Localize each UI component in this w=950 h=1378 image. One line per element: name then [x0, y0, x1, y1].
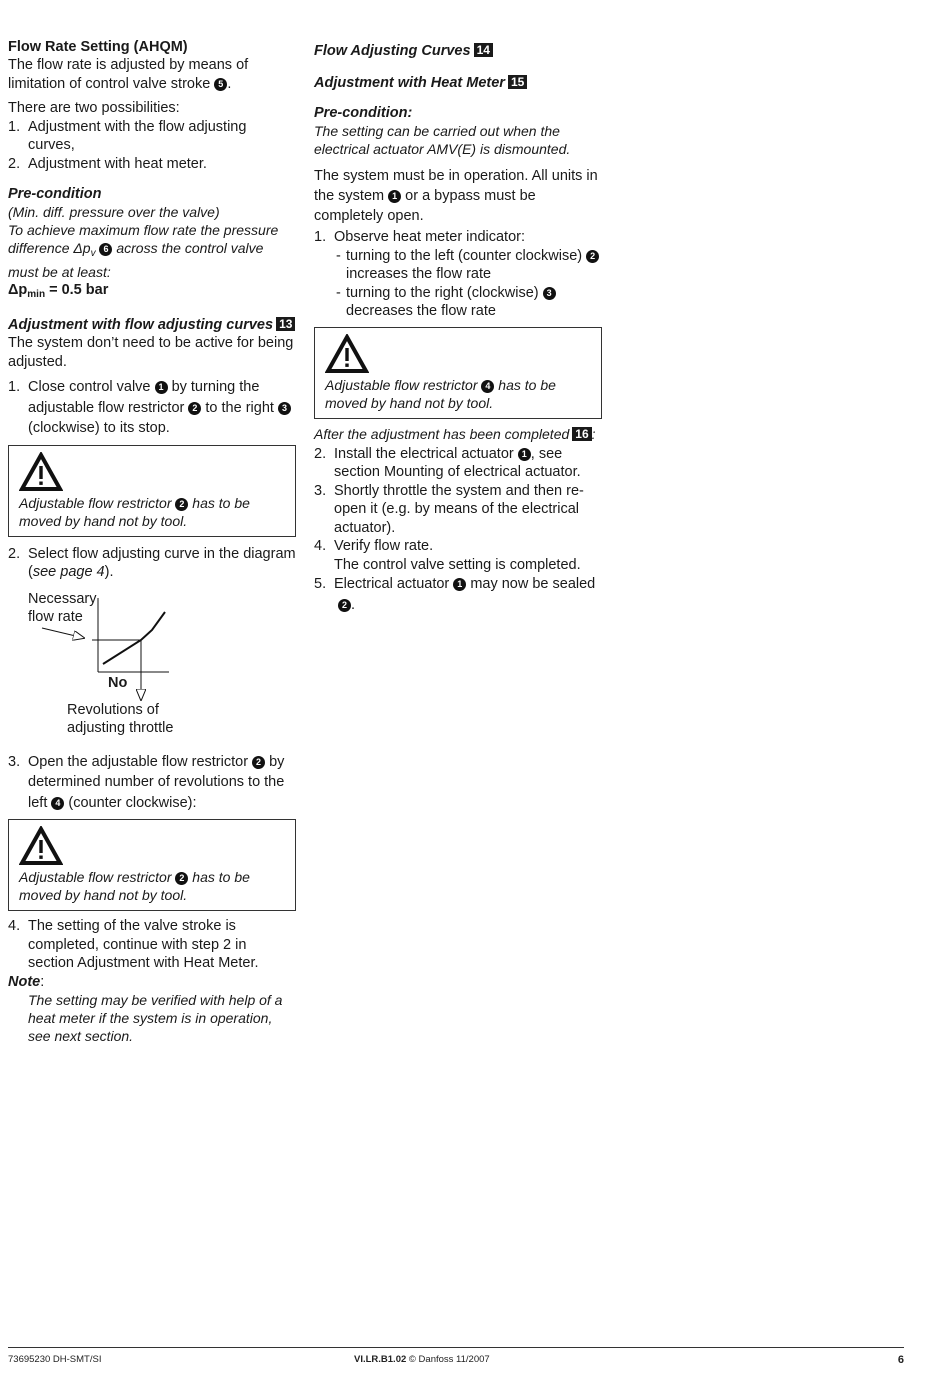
- list-item: 3. Open the adjustable flow restrictor 2 by determined number of revolutions to the left 4 (counter clockwise):: [8, 753, 285, 811]
- list-item: 1. Close control valve 1 by turning the adjustable flow restrictor 2 to the right 3 (clockwise) to its stop.: [8, 377, 296, 439]
- section-heading: Flow Rate Setting (AHQM): [8, 39, 188, 55]
- precondition-title: Pre-condition:: [314, 105, 413, 121]
- possibilities-label: There are two possibilities:: [8, 100, 180, 116]
- diagram-label-necessary: Necessary: [28, 590, 97, 607]
- after-adjustment-text: After the adjustment has been completed 16 :: [314, 425, 596, 442]
- dp-min-value: $\Delta p_{min} = 0.5$ bar: [8, 282, 109, 300]
- warning-icon: [19, 826, 63, 866]
- flow-curves-title: Flow Adjusting Curves 14: [314, 42, 602, 60]
- precondition-text: To achieve maximum flow rate the pressure difference $\Delta p_v$ 6 across the control valve must be at least:: [8, 222, 279, 280]
- steps-list: [314, 228, 602, 321]
- system-text: The system must be in operation. All units in the system 1 or a bypass must be completely open.: [314, 168, 598, 224]
- list-item: 2. Select flow adjusting curve in the diagram (see page 4).: [8, 545, 296, 580]
- list-item: 1. Observe heat meter indicator: - turning to the left (counter clockwise) 2 increases the flow rate - turning to the right (clockwise) 3 decreases the flow rate: [314, 228, 602, 321]
- diagram-label-flow-rate: flow rate: [28, 608, 83, 625]
- dash-item: - turning to the right (clockwise) 3 decreases the flow rate: [334, 284, 602, 321]
- list-item: 3. Shortly throttle the system and then re-open it (e.g. by means of the electrical actuator).: [314, 482, 584, 536]
- warning-icon: [19, 452, 63, 492]
- precondition-text: The setting can be carried out when the electrical actuator AMV(E) is dismounted.: [314, 123, 571, 157]
- figure-badge: 13: [276, 317, 295, 331]
- warning-box: Adjustable flow restrictor 2 has to be moved by hand not by tool.: [8, 445, 296, 537]
- list-item: 4. Verify flow rate. The control valve setting is completed.: [314, 538, 581, 573]
- list-item: 5. Electrical actuator 1 may now be sealed 2 .: [314, 576, 596, 613]
- list-item: 1. Adjustment with the flow adjusting curves,: [8, 118, 247, 153]
- diagram-label-throttle: adjusting throttle: [67, 719, 174, 736]
- figure-badge: 16: [572, 427, 591, 441]
- steps-list: [8, 917, 296, 973]
- steps-list: [314, 445, 602, 616]
- left-column: [8, 38, 296, 1045]
- steps-list: [8, 377, 296, 439]
- precondition-title: Pre-condition: [8, 186, 102, 202]
- steps-list: [8, 545, 296, 582]
- note-label: Note:: [8, 973, 45, 990]
- doc-reference: VI.LR.B1.02 © Danfoss 11/2007: [354, 1354, 490, 1365]
- steps-list: [8, 752, 296, 814]
- diagram-label-revolutions: Revolutions of: [67, 701, 159, 718]
- warning-box: Adjustable flow restrictor 4 has to be moved by hand not by tool.: [314, 327, 602, 419]
- warning-box: Adjustable flow restrictor 2 has to be moved by hand not by tool.: [8, 819, 296, 911]
- curves-title: Adjustment with flow adjusting curves 13: [8, 316, 296, 334]
- doc-code: 73695230 DH-SMT/SI: [8, 1354, 102, 1365]
- callout-number: 5: [214, 78, 227, 91]
- note-text: The setting may be verified with help of a heat meter if the system is in operation, see next section.: [28, 992, 283, 1044]
- figure-badge: 14: [474, 43, 493, 57]
- list-item: 2. Adjustment with heat meter.: [8, 155, 207, 172]
- possibilities-list: [8, 118, 296, 174]
- page-footer: [8, 1347, 904, 1368]
- diagram-label-no: No: [108, 674, 128, 691]
- warning-icon: [325, 334, 369, 374]
- page-number: 6: [897, 1354, 904, 1366]
- dash-item: - turning to the left (counter clockwise) 2 increases the flow rate: [334, 247, 602, 284]
- curves-intro: The system don’t need to be active for being adjusted.: [8, 335, 294, 370]
- precondition-sub: (Min. diff. pressure over the valve): [8, 204, 220, 220]
- list-item: 4. The setting of the valve stroke is completed, continue with step 2 in section Adjustment with Heat Meter.: [8, 918, 259, 971]
- list-item: 2. Install the electrical actuator 1 , see section Mounting of electrical actuator.: [314, 445, 581, 480]
- flow-curve-diagram: [8, 588, 258, 738]
- heat-meter-title: Adjustment with Heat Meter 15: [314, 74, 602, 92]
- right-column: [314, 42, 602, 615]
- figure-badge: 15: [508, 75, 527, 89]
- intro-text: The flow rate is adjusted by means of limitation of control valve stroke 5 .: [8, 57, 249, 92]
